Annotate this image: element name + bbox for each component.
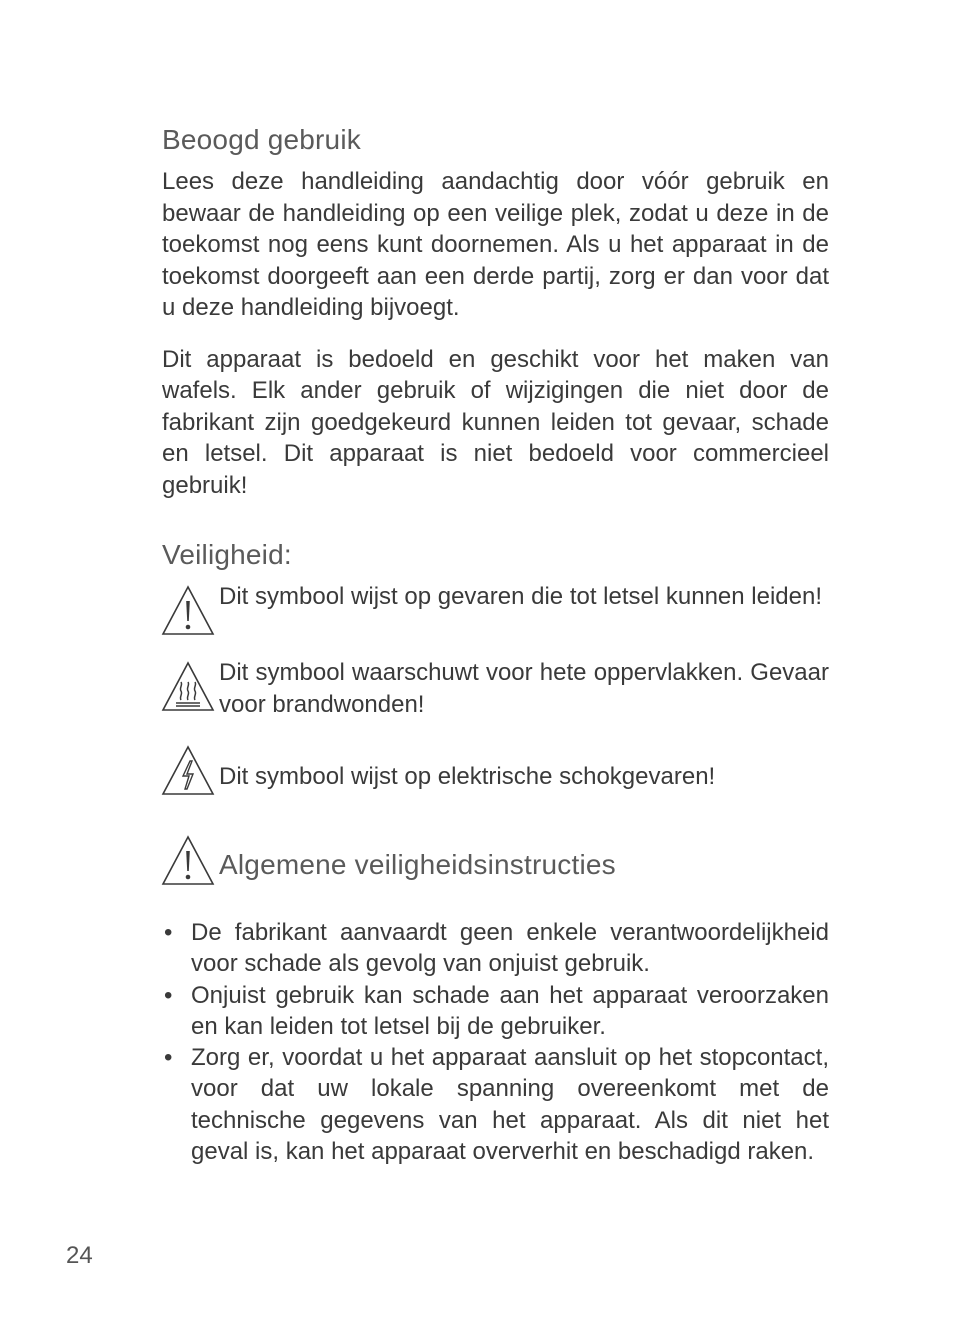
- symbol-row-electric-shock: [162, 743, 829, 799]
- symbol-description-electric-shock: Dit symbool wijst op elektrische schokgevaren!: [219, 763, 716, 790]
- bullet: •: [164, 919, 173, 946]
- general-safety-heading-row: [162, 833, 829, 889]
- section-title-general-safety: Algemene veiligheidsinstructies: [219, 849, 616, 880]
- intended-use-paragraph-1: Lees deze handleiding aandachtig door vóór gebruik en bewaar de handleiding op een veilige plek, zodat u deze in de toekomst nog eens kunt doornemen. Als u het apparaat in de toekomst doorgeeft aan een derde partij, zorg er dan voor dat u deze handleiding bijvoegt.: [162, 168, 829, 321]
- section-title-intended-use: Beoogd gebruik: [162, 124, 361, 155]
- intended-use-paragraph-2: Dit apparaat is bedoeld en geschikt voor het maken van wafels. Elk ander gebruik of wijzigingen die niet door de fabrikant zijn goedgekeurd kunnen leiden tot gevaar, schade en letsel. Dit apparaat is niet bedoeld voor commercieel gebruik!: [162, 345, 829, 499]
- list-item-text: Zorg er, voordat u het apparaat aansluit op het stopcontact, voor dat uw lokale spanning overeenkomt met de technische gegevens van het apparaat. Als dit niet het geval is, kan het apparaat oververhit en beschadigd raken.: [191, 1044, 829, 1166]
- bullet: •: [164, 981, 173, 1009]
- warning-exclamation-icon: [161, 581, 217, 637]
- warning-exclamation-icon: [161, 833, 217, 889]
- list-item: [162, 1042, 829, 1167]
- bullet: •: [164, 1044, 173, 1072]
- symbol-row-hot-surface: [162, 657, 829, 720]
- list-item-text: De fabrikant aanvaardt geen enkele verantwoordelijkheid voor schade als gevolg van onjuist gebruik.: [191, 919, 829, 978]
- electric-shock-icon: [161, 743, 217, 799]
- list-item-text: Onjuist gebruik kan schade aan het apparaat veroorzaken en kan leiden tot letsel bij de gebruiker.: [191, 981, 829, 1040]
- page-number: 24: [66, 1242, 93, 1269]
- document-page: [162, 124, 829, 1167]
- symbol-description-hot-surface: Dit symbool waarschuwt voor hete oppervlakken. Gevaar voor brandwonden!: [219, 659, 829, 718]
- hot-surface-icon: [161, 657, 217, 713]
- section-title-safety: Veiligheid:: [162, 539, 292, 570]
- list-item: [162, 917, 829, 980]
- general-safety-list: [162, 917, 829, 1167]
- list-item: [162, 980, 829, 1043]
- symbol-description-warning: Dit symbool wijst op gevaren die tot letsel kunnen leiden!: [219, 583, 822, 610]
- symbol-row-warning: [162, 581, 829, 637]
- general-safety-title-wrap: [219, 833, 829, 881]
